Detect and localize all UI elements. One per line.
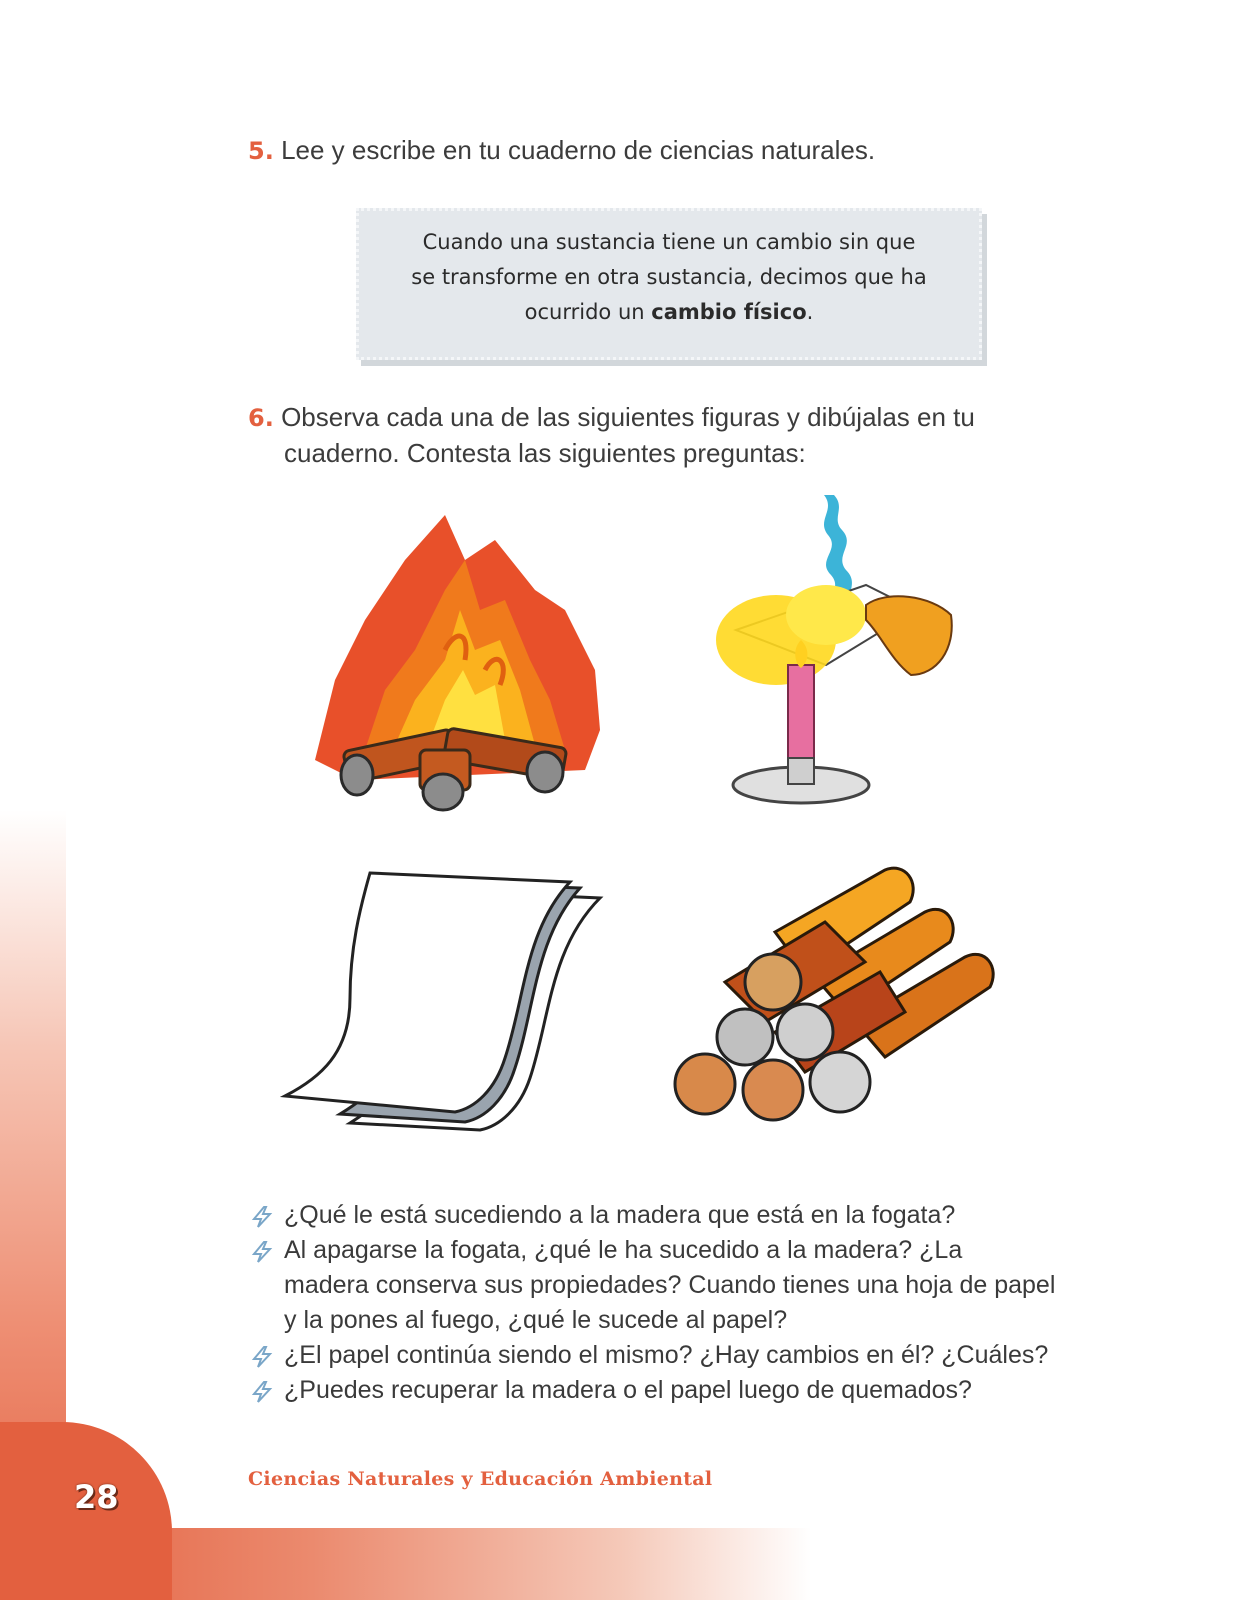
definition-line-1: Cuando una sustancia tiene un cambio sin que bbox=[422, 230, 916, 254]
question-5-text: Lee y escribe en tu cuaderno de ciencias naturales. bbox=[281, 135, 876, 165]
definition-line-2: se transforme en otra sustancia, decimos que ha bbox=[411, 265, 927, 289]
question-6 bbox=[248, 400, 1008, 471]
page-number: 28 bbox=[74, 1478, 119, 1516]
question-2-line-3: y la pones al fuego, ¿qué le sucede al papel? bbox=[284, 1306, 788, 1334]
question-2-line-2: madera conserva sus propiedades? Cuando tienes una hoja de papel bbox=[284, 1271, 1056, 1299]
question-4-line-1: ¿Puedes recuperar la madera o el papel luego de quemados? bbox=[284, 1376, 972, 1404]
question-list-item-3 bbox=[248, 1338, 1088, 1373]
footer-book-title: Ciencias Naturales y Educación Ambiental bbox=[248, 1468, 713, 1490]
question-list bbox=[248, 1198, 1088, 1408]
question-list-item-2 bbox=[248, 1233, 1088, 1338]
question-2-line-1: Al apagarse la fogata, ¿qué le ha sucedido a la madera? ¿La bbox=[284, 1236, 963, 1264]
definition-box bbox=[356, 208, 982, 360]
question-3-line-1: ¿El papel continúa siendo el mismo? ¿Hay cambios en él? ¿Cuáles? bbox=[284, 1341, 1049, 1369]
lightning-bullet-icon bbox=[248, 1345, 276, 1369]
question-5 bbox=[248, 133, 875, 169]
question-5-number: 5. bbox=[248, 137, 274, 165]
bottom-gradient-band bbox=[0, 1528, 1248, 1600]
question-list-item-4 bbox=[248, 1373, 1088, 1408]
paper-sheets-illustration bbox=[280, 868, 620, 1138]
question-1-line-1: ¿Qué le está sucediendo a la madera que está en la fogata? bbox=[284, 1201, 956, 1229]
candle-paper-illustration bbox=[716, 490, 966, 820]
question-6-line-2: cuaderno. Contesta las siguientes preguntas: bbox=[284, 438, 806, 468]
definition-line-3 bbox=[359, 295, 979, 330]
stacked-logs-illustration bbox=[665, 862, 1005, 1132]
definition-line-3-end: . bbox=[806, 300, 814, 324]
lightning-bullet-icon bbox=[248, 1205, 276, 1229]
question-list-item-1 bbox=[248, 1198, 1088, 1233]
lightning-bullet-icon bbox=[248, 1240, 276, 1264]
question-6-number: 6. bbox=[248, 404, 274, 432]
campfire-illustration bbox=[295, 500, 615, 820]
definition-line-3-text: ocurrido un bbox=[524, 300, 652, 324]
definition-text bbox=[359, 225, 979, 330]
lightning-bullet-icon bbox=[248, 1380, 276, 1404]
question-6-line-1: Observa cada una de las siguientes figuras y dibújalas en tu bbox=[281, 402, 975, 432]
definition-key-term: cambio físico bbox=[651, 300, 807, 324]
